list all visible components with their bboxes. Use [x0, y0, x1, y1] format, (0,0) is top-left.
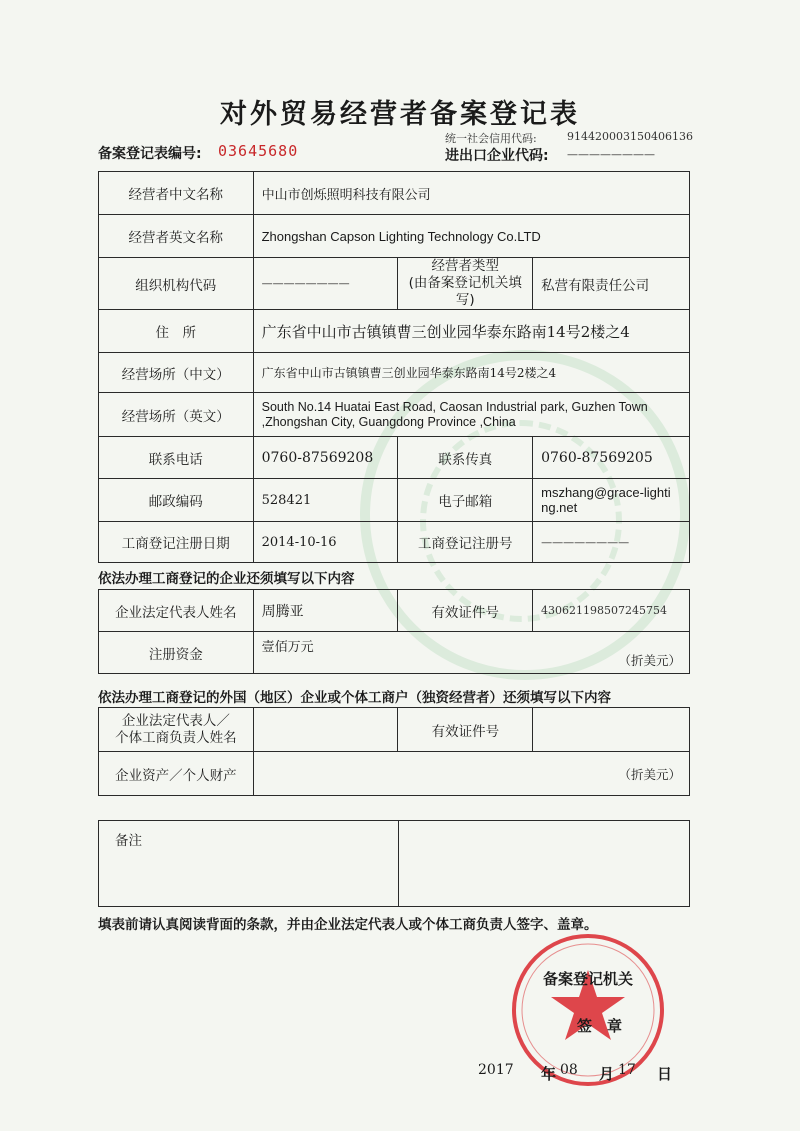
cn-name-label: 经营者中文名称 [99, 172, 254, 215]
reg-number-value: 03645680 [218, 142, 299, 160]
email-line-1: mszhang@grace-lighti [541, 485, 671, 500]
remarks-table [98, 820, 690, 907]
section1-table [98, 589, 690, 674]
date-day: 17 [618, 1062, 636, 1078]
date-year-unit: 年 [541, 1065, 557, 1083]
org-code-value: ———————— [253, 258, 398, 310]
section1-heading: 依法办理工商登记的企业还须填写以下内容 [98, 571, 355, 587]
authority-label: 备案登记机关 [543, 970, 634, 988]
place-cn-value: 广东省中山市古镇镇曹三创业园华泰东路南14号2楼之4 [253, 353, 689, 393]
trade-code-value: ———————— [567, 148, 655, 161]
reg-num-label: 工商登记注册号 [398, 522, 533, 563]
reg-num-value: ———————— [533, 522, 690, 563]
main-info-table [98, 171, 690, 563]
credit-code-value: 914420003150406136 [567, 130, 693, 143]
place-en-label: 经营场所（英文） [99, 393, 254, 437]
phone-value: 0760-87569208 [253, 437, 398, 479]
foreign-rep-value [253, 708, 398, 752]
date-day-unit: 日 [657, 1065, 673, 1083]
id-number-label: 有效证件号 [398, 590, 533, 632]
reg-number-label: 备案登记表编号: [98, 146, 202, 162]
capital-usd-note: （折美元） [618, 653, 681, 668]
footer-notice: 填表前请认真阅读背面的条款，并由企业法定代表人或个体工商负责人签字、盖章。 [98, 917, 598, 933]
operator-type-value: 私营有限责任公司 [533, 258, 690, 310]
official-seal-icon [508, 930, 668, 1090]
fax-value: 0760-87569205 [533, 437, 690, 479]
date-year: 2017 [478, 1062, 514, 1078]
fax-label: 联系传真 [398, 437, 533, 479]
address-label: 住 所 [99, 310, 254, 353]
foreign-rep-label [99, 708, 254, 752]
trade-code-label: 进出口企业代码: [445, 148, 549, 164]
date-month: 08 [560, 1062, 578, 1078]
sign-label: 签 章 [577, 1017, 623, 1035]
capital-cell [253, 632, 689, 674]
legal-rep-label: 企业法定代表人姓名 [99, 590, 254, 632]
email-label: 电子邮箱 [398, 479, 533, 522]
address-value: 广东省中山市古镇镇曹三创业园华泰东路南14号2楼之4 [253, 310, 689, 353]
reg-date-value: 2014-10-16 [253, 522, 398, 563]
operator-type-label [398, 258, 533, 310]
remarks-label: 备注 [99, 821, 399, 907]
id-number-value: 430621198507245754 [533, 590, 690, 632]
foreign-rep-label-line-2: 个体工商负责人姓名 [115, 729, 237, 746]
assets-usd-note: （折美元） [618, 767, 681, 782]
operator-type-title: 经营者类型 [431, 258, 500, 274]
capital-value: 壹佰万元 [261, 640, 314, 655]
place-cn-label: 经营场所（中文） [99, 353, 254, 393]
foreign-rep-label-line-1: 企业法定代表人／ [121, 712, 230, 729]
postcode-value: 528421 [253, 479, 398, 522]
remarks-value [398, 821, 690, 907]
assets-cell [253, 752, 689, 796]
section2-table [98, 707, 690, 796]
email-value [533, 479, 690, 522]
en-name-label: 经营者英文名称 [99, 215, 254, 258]
en-name-value: Zhongshan Capson Lighting Technology Co.LTD [253, 215, 689, 258]
foreign-id-value [533, 708, 690, 752]
cn-name-value: 中山市创烁照明科技有限公司 [253, 172, 689, 215]
email-line-2: ng.net [541, 500, 578, 515]
foreign-id-label: 有效证件号 [398, 708, 533, 752]
assets-label: 企业资产／个人财产 [99, 752, 254, 796]
phone-label: 联系电话 [99, 437, 254, 479]
credit-code-label: 统一社会信用代码: [445, 132, 537, 145]
place-en-value [253, 393, 689, 437]
date-month-unit: 月 [599, 1065, 615, 1083]
page-title: 对外贸易经营者备案登记表 [220, 99, 580, 130]
operator-type-note: (由备案登记机关填写) [408, 275, 522, 308]
place-en-line-2: ,Zhongshan City, Guangdong Province ,China [261, 414, 516, 429]
legal-rep-value: 周腾亚 [253, 590, 398, 632]
reg-date-label: 工商登记注册日期 [99, 522, 254, 563]
place-en-line-1: South No.14 Huatai East Road, Caosan Industrial park, Guzhen Town [261, 399, 648, 414]
org-code-label: 组织机构代码 [99, 258, 254, 310]
capital-label: 注册资金 [99, 632, 254, 674]
postcode-label: 邮政编码 [99, 479, 254, 522]
section2-heading: 依法办理工商登记的外国（地区）企业或个体工商户（独资经营者）还须填写以下内容 [98, 690, 611, 706]
